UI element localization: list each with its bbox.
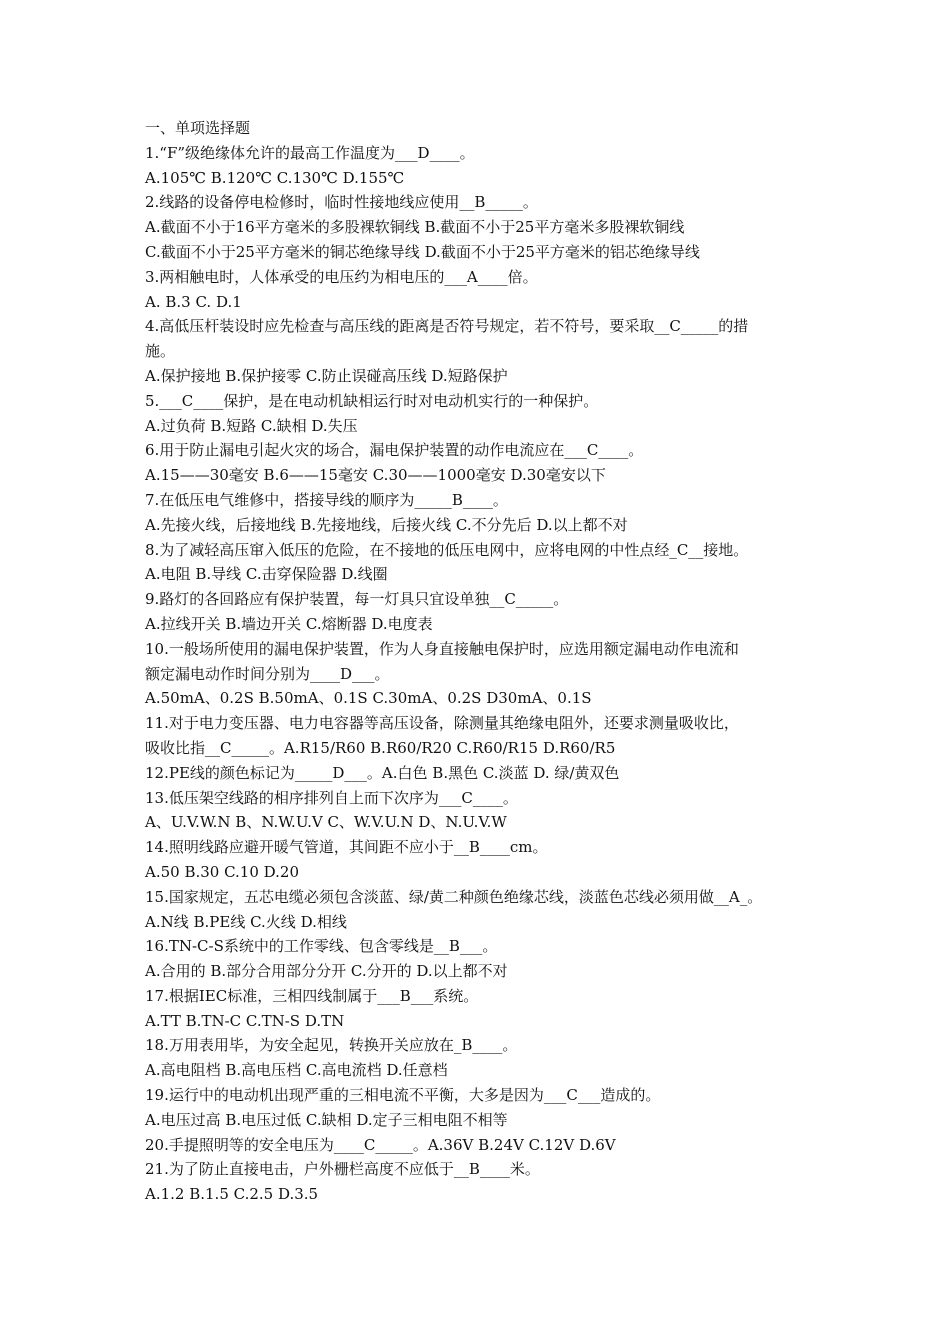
question-text: 21.为了防止直接电击，户外栅栏高度不应低于__B____米。 (145, 1160, 540, 1179)
answer-options: A.先接火线，后接地线 B.先接地线，后接火线 C.不分先后 D.以上都不对 (145, 515, 628, 534)
question-text: 2.线路的设备停电检修时，临时性接地线应使用__B_____。 (145, 193, 538, 212)
answer-options: 额定漏电动作时间分别为____D___。 (145, 664, 390, 683)
answer-options: A.过负荷 B.短路 C.缺相 D.失压 (145, 416, 358, 435)
answer-options: A.TT B.TN-C C.TN-S D.TN (145, 1011, 345, 1030)
answer-options: A、U.V.W.N B、N.W.U.V C、W.V.U.N D、N.U.V.W (145, 813, 507, 832)
question-text: 4.高低压杆装设时应先检查与高压线的距离是否符号规定，若不符号，要采取__C_____的措 (145, 317, 749, 336)
answer-options: A. B.3 C. D.1 (145, 292, 242, 311)
answer-options: A.1.2 B.1.5 C.2.5 D.3.5 (145, 1185, 319, 1204)
question-text: 19.运行中的电动机出现严重的三相电流不平衡，大多是因为___C___造成的。 (145, 1086, 661, 1105)
answer-options: A.高电阻档 B.高电压档 C.高电流档 D.任意档 (145, 1061, 448, 1080)
answer-options: A.N线 B.PE线 C.火线 D.相线 (145, 912, 347, 931)
question-text: 13.低压架空线路的相序排列自上而下次序为___C____。 (145, 788, 518, 807)
question-text: 16.TN-C-S系统中的工作零线、包含零线是__B___。 (145, 937, 498, 956)
answer-options: A.50mA、0.2S B.50mA、0.1S C.30mA、0.2S D30mA、0.1S (145, 689, 592, 708)
question-text: 5.___C____保护，是在电动机缺相运行时对电动机实行的一种保护。 (145, 391, 599, 410)
answer-options: A.105℃ B.120℃ C.130℃ D.155℃ (145, 168, 405, 187)
question-text: 10.一般场所使用的漏电保护装置，作为人身直接触电保护时，应选用额定漏电动作电流和 (145, 639, 739, 658)
answer-options: 施。 (145, 342, 176, 361)
answer-options: A.50 B.30 C.10 D.20 (145, 862, 300, 881)
question-text: 14.照明线路应避开暖气管道，其间距不应小于__B____cm。 (145, 838, 548, 857)
answer-options: A.保护接地 B.保护接零 C.防止误碰高压线 D.短路保护 (145, 366, 508, 385)
question-text: 1.“F”级绝缘体允许的最高工作温度为___D____。 (145, 143, 475, 162)
answer-options: 吸收比指__C_____。A.R15/R60 B.R60/R20 C.R60/R15 D.R60/R5 (145, 738, 616, 757)
question-text: 15.国家规定，五芯电缆必须包含淡蓝、绿/黄二种颜色绝缘芯线，淡蓝色芯线必须用做__A_。 (145, 887, 763, 906)
question-text: 8.为了减轻高压窜入低压的危险，在不接地的低压电网中，应将电网的中性点经_C__接地。 (145, 540, 749, 559)
answer-options: A.截面不小于16平方毫米的多股裸软铜线 B.截面不小于25平方毫米多股裸软铜线 (145, 218, 685, 237)
question-text: 11.对于电力变压器、电力电容器等高压设备，除测量其绝缘电阻外，还要求测量吸收比， (145, 714, 739, 733)
answer-options: A.电阻 B.导线 C.击穿保险器 D.线圈 (145, 565, 388, 584)
question-text: 20.手提照明等的安全电压为____C_____。A.36V B.24V C.12V D.6V (145, 1135, 616, 1154)
question-text: 18.万用表用毕，为安全起见，转换开关应放在_B____。 (145, 1036, 518, 1055)
answer-options: A.拉线开关 B.墙边开关 C.熔断器 D.电度表 (145, 614, 433, 633)
question-text: 7.在低压电气维修中，搭接导线的顺序为_____B____。 (145, 490, 508, 509)
answer-options: A.电压过高 B.电压过低 C.缺相 D.定子三相电阻不相等 (145, 1110, 508, 1129)
question-text: 17.根据IEC标准，三相四线制属于___B___系统。 (145, 986, 479, 1005)
answer-options: A.15——30毫安 B.6——15毫安 C.30——1000毫安 D.30毫安以下 (145, 466, 606, 485)
question-text: 9.路灯的各回路应有保护装置，每一灯具只宜设单独__C_____。 (145, 590, 569, 609)
question-text: 3.两相触电时，人体承受的电压约为相电压的___A____倍。 (145, 267, 538, 286)
section-title: 一、单项选择题 (145, 119, 251, 137)
answer-options: A.合用的 B.部分合用部分分开 C.分开的 D.以上都不对 (145, 962, 508, 981)
answer-options: C.截面不小于25平方毫米的铜芯绝缘导线 D.截面不小于25平方毫米的铝芯绝缘导线 (145, 242, 700, 261)
question-text: 6.用于防止漏电引起火灾的场合，漏电保护装置的动作电流应在___C____。 (145, 441, 644, 460)
question-list (145, 141, 825, 1207)
question-text: 12.PE线的颜色标记为_____D___。A.白色 B.黑色 C.淡蓝 D. 绿/黄双色 (145, 763, 620, 782)
document-body (145, 116, 825, 1207)
